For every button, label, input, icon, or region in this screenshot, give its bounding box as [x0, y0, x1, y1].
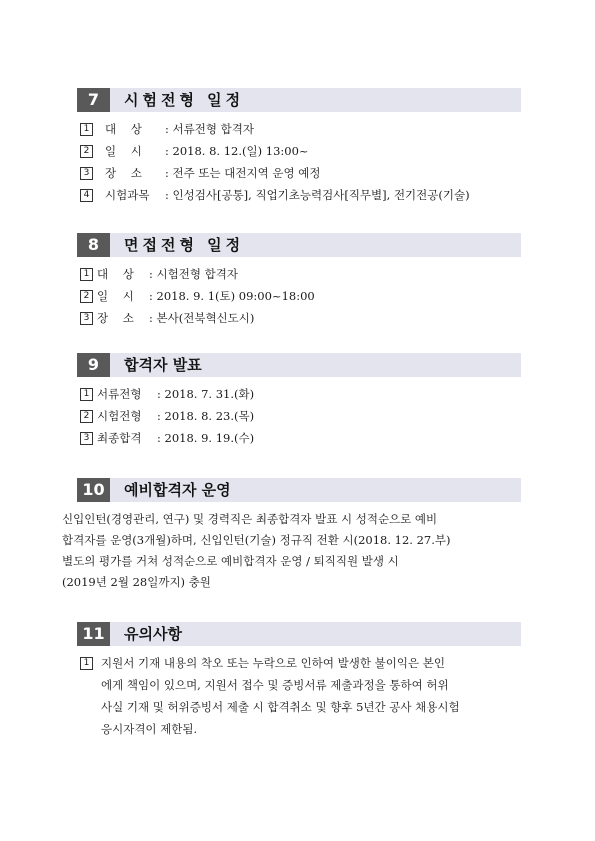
list-item — [77, 427, 521, 449]
item-label: 대 상 — [105, 122, 142, 136]
section-header — [77, 622, 521, 646]
section-header — [77, 478, 521, 502]
paragraph-line: (2019년 2월 28일까지) 충원 — [62, 575, 211, 589]
note-line: 지원서 기재 내용의 착오 또는 누락으로 인하여 발생한 불이익은 본인 — [101, 656, 445, 670]
section-interview-schedule — [77, 233, 521, 329]
item-value: : 2018. 8. 12.(일) 13:00~ — [165, 144, 309, 158]
item-marker: 3 — [80, 167, 93, 180]
list-item — [77, 405, 521, 427]
paragraph-line: 신입인턴(경영관리, 연구) 및 경력직은 최종합격자 발표 시 성적순으로 예비 — [62, 512, 438, 526]
note-line: 응시자격이 제한됨. — [101, 722, 198, 736]
list-item — [77, 140, 521, 162]
item-value: : 2018. 9. 1(토) 09:00~18:00 — [149, 289, 315, 303]
section-number: 9 — [77, 353, 110, 377]
section-reserve-candidates — [62, 478, 521, 593]
item-marker: 1 — [80, 123, 93, 136]
section-header — [77, 88, 521, 112]
note-line: 사실 기재 및 허위증빙서 제출 시 합격취소 및 향후 5년간 공사 채용시험 — [101, 700, 460, 714]
item-value: : 전주 또는 대전지역 운영 예정 — [165, 166, 321, 180]
section-exam-schedule — [77, 88, 521, 206]
item-value: : 2018. 7. 31.(화) — [157, 387, 255, 401]
item-label: 장 소 — [105, 166, 142, 180]
item-label: 장 소 — [97, 311, 134, 325]
item-marker: 2 — [80, 145, 93, 158]
list-item — [77, 184, 521, 206]
item-marker: 1 — [80, 268, 93, 281]
list-item — [77, 307, 521, 329]
item-label: 일 시 — [97, 289, 134, 303]
note-item — [77, 652, 521, 740]
section-header — [77, 233, 521, 257]
item-value: : 서류전형 합격자 — [165, 122, 254, 136]
list-item — [77, 118, 521, 140]
item-marker: 2 — [80, 290, 93, 303]
item-label: 시험전형 — [97, 409, 142, 423]
item-label: 시험과목 — [105, 188, 150, 202]
list-item — [77, 162, 521, 184]
list-item — [77, 383, 521, 405]
section-title: 시험전형 일정 — [124, 91, 245, 109]
section-title: 합격자 발표 — [124, 356, 202, 374]
section-paragraph — [62, 509, 522, 593]
item-value: : 인성검사[공통], 직업기초능력검사[직무별], 전기전공(기술) — [165, 188, 470, 202]
note-line: 에게 책임이 있으며, 지원서 접수 및 증빙서류 제출과정을 통하여 허위 — [101, 678, 449, 692]
paragraph-line: 합격자를 운영(3개월)하며, 신입인턴(기술) 정규직 전환 시(2018. 12. 27.부) — [62, 533, 451, 547]
section-title: 유의사항 — [124, 625, 182, 643]
section-number: 10 — [77, 478, 110, 502]
item-marker: 3 — [80, 432, 93, 445]
item-value: : 시험전형 합격자 — [149, 267, 238, 281]
section-title: 예비합격자 운영 — [124, 481, 231, 499]
list-item — [77, 285, 521, 307]
item-label: 서류전형 — [97, 387, 142, 401]
item-marker: 3 — [80, 312, 93, 325]
section-number: 8 — [77, 233, 110, 257]
item-marker: 1 — [80, 388, 93, 401]
section-number: 11 — [77, 622, 110, 646]
item-label: 최종합격 — [97, 431, 142, 445]
section-header — [77, 353, 521, 377]
item-label: 일 시 — [105, 144, 142, 158]
item-marker: 1 — [80, 657, 93, 670]
paragraph-line: 별도의 평가를 거쳐 성적순으로 예비합격자 운영 / 퇴직직원 발생 시 — [62, 554, 399, 568]
section-title: 면접전형 일정 — [124, 236, 245, 254]
item-label: 대 상 — [97, 267, 134, 281]
list-item — [77, 263, 521, 285]
section-notes — [77, 622, 521, 740]
item-marker: 4 — [80, 189, 93, 202]
section-number: 7 — [77, 88, 110, 112]
item-value: : 본사(전북혁신도시) — [149, 311, 255, 325]
item-value: : 2018. 8. 23.(목) — [157, 409, 255, 423]
item-value: : 2018. 9. 19.(수) — [157, 431, 255, 445]
section-results-announcement — [77, 353, 521, 449]
item-marker: 2 — [80, 410, 93, 423]
